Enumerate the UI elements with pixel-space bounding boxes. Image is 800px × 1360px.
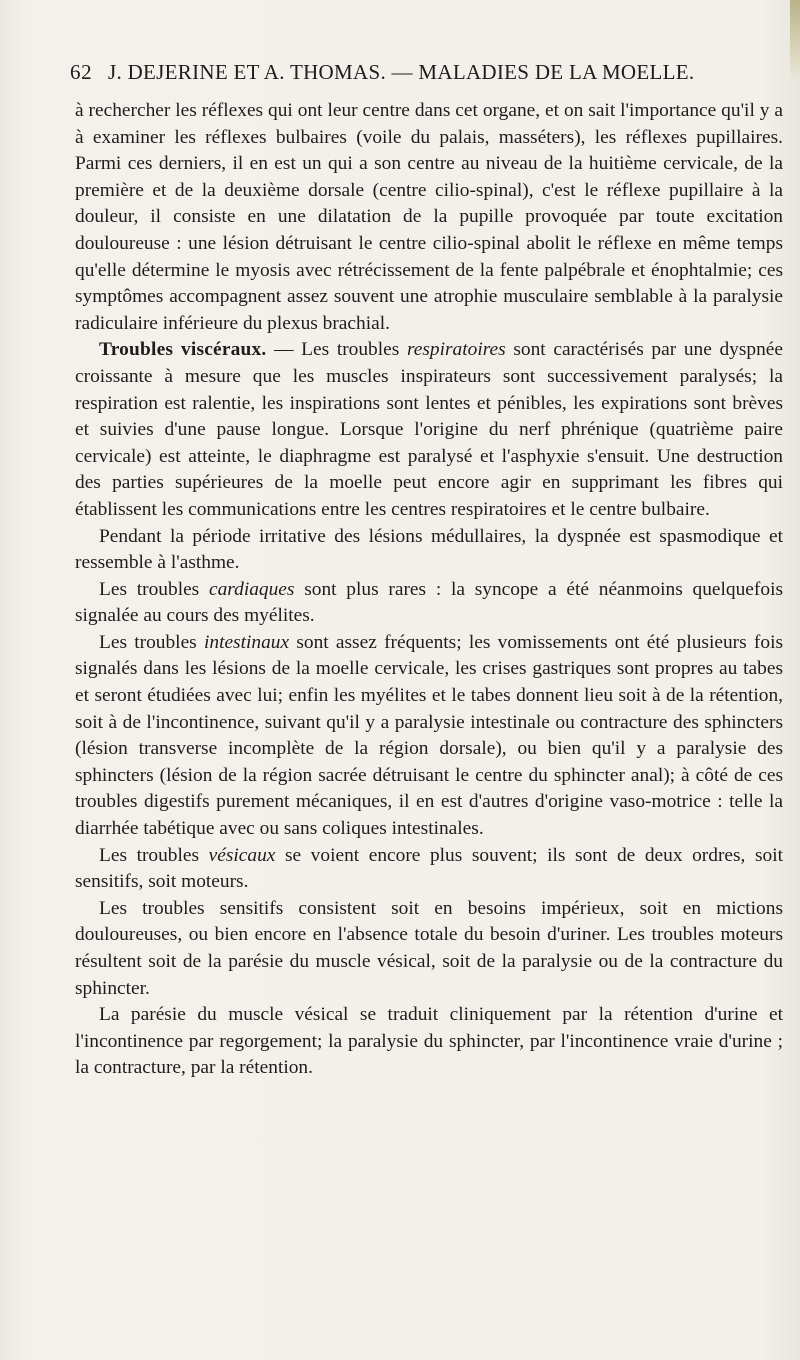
paragraph xyxy=(75,1002,783,1082)
italic-term: respiratoires xyxy=(406,339,506,361)
paragraph xyxy=(75,524,783,577)
italic-term: vésicaux xyxy=(208,844,276,866)
text-run: sont assez fréquents; les vomissements ont été plusieurs fois signalés dans les lésions de la moelle cervicale, les crises gastriques sont propres au tabes et seront étudiées avec lui; enfin les myélites et le tabes donnent lieu soit à de la rétention, soit à de l'incontinence, suivant qu'il y a paralysie intestinale ou contracture des sphincters (lésion transverse incomplète de la région dorsale), ou bien qu'il y a paralysie des sphincters (lésion de la région sacrée détruisant le centre du sphincter anal); à côté de ces troubles digestifs purement mécaniques, il en est d'autres d'origine vaso-motrice : telle la diarrhée tabétique avec ou sans coliques intestinales. xyxy=(75,631,784,840)
text-run: sont plus rares : la syncope a été néanmoins quelquefois signalée au cours des myélites. xyxy=(75,578,783,627)
running-header xyxy=(70,60,780,90)
italic-term: cardiaques xyxy=(209,578,295,600)
section-heading: Troubles viscéraux. xyxy=(99,339,267,361)
paragraph xyxy=(75,577,783,630)
text-run: Les troubles xyxy=(99,844,209,866)
text-run: sont caractérisés par une dyspnée croissante à mesure que les muscles inspirateurs sont successivement paralysés; la respiration est ralentie, les inspirations sont lentes et pénibles, les expirations sont brèves et suivies d'une pause longue. Lorsque l'origine du nerf phrénique (quatrième paire cervicale) est atteinte, le diaphragme est paralysé et l'asphyxie s'ensuit. Une destruction des parties supérieures de la moelle peut encore agir en supprimant les fibres qui établissent les communications entre les centres respiratoires et le centre bulbaire. xyxy=(75,339,784,520)
body-text xyxy=(75,98,783,1082)
text-run: à rechercher les réflexes qui ont leur centre dans cet organe, et on sait l'importance qu'il y a à examiner les réflexes bulbaires (voile du palais, masséters), les réflexes pupillaires. Parmi ces derniers, il en est un qui a son centre au niveau de la huitième cervicale, de la première et de la deuxième dorsale (centre cilio-spinal), c'est le réflexe pupillaire à la douleur, il consiste en une dilatation de la pupille provoquée par toute excitation douloureuse : une lésion détruisant le centre cilio-spinal abolit le réflexe en même temps qu'elle détermine le myosis avec rétrécissement de la fente palpébrale et énophtalmie; ces symptômes accompagnent assez souvent une atrophie musculaire semblable à la paralysie radiculaire inférieure du plexus brachial. xyxy=(75,100,783,334)
text-run: — Les troubles xyxy=(266,339,407,361)
text-run: Pendant la période irritative des lésions médullaires, la dyspnée est spasmodique et ressemble à l'asthme. xyxy=(75,525,783,574)
paragraph xyxy=(75,337,783,523)
page-number: 62 xyxy=(70,60,93,84)
paragraph xyxy=(75,896,783,1002)
text-run: Les troubles sensitifs consistent soit en besoins impérieux, soit en mictions douloureuses, ou bien encore en l'absence totale du besoin d'uriner. Les troubles moteurs résultent soit de la parésie du muscle vésical, soit de la paralysie ou de la contracture du sphincter. xyxy=(75,897,783,999)
page-edge-tab xyxy=(790,0,800,80)
paragraph xyxy=(75,843,783,896)
paragraph xyxy=(75,98,783,337)
paragraph xyxy=(75,630,783,843)
text-run: se voient encore plus souvent; ils sont de deux ordres, soit sensitifs, soit moteurs. xyxy=(75,844,783,893)
text-run: La parésie du muscle vésical se traduit cliniquement par la rétention d'urine et l'incontinence par regorgement; la paralysie du sphincter, par l'incontinence vraie d'urine ; la contracture, par la rétention. xyxy=(75,1004,783,1079)
text-run: Les troubles xyxy=(99,631,204,653)
text-run: Les troubles xyxy=(99,578,209,600)
running-title: J. DEJERINE ET A. THOMAS. — MALADIES DE LA MOELLE. xyxy=(108,60,695,84)
italic-term: intestinaux xyxy=(203,631,290,653)
